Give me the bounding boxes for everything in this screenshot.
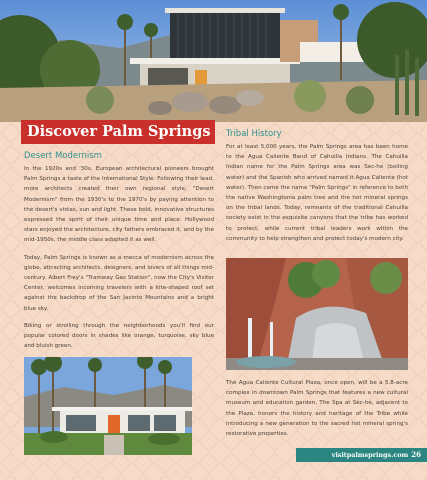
- photo-house-orange-door: [24, 357, 192, 455]
- paragraph: In the 1920s and '30s, European architectural pioneers brought Palm Springs a taste of the International Style. Following their lead, more architects created their own regional style, "Desert Modernism" from the 1930's to the 1970's by paying attention to the desert's vistas, sun and light. These bold, innovative structures expressed the spirit of their unique time and place. Hollywood stars enjoyed the architecture, city fathers embraced it, and by the mid-1950s, the middle class adopted it as well.: [24, 166, 214, 244]
- right-column-lower: [226, 378, 408, 446]
- footer-bar: [296, 448, 427, 462]
- right-column: [226, 128, 408, 251]
- heading-tribal-history: Tribal History: [226, 129, 282, 139]
- hero-photo-modernist-house: [0, 0, 427, 122]
- left-column: [24, 150, 214, 358]
- paragraph: Biking or strolling through the neighborhoods you'll find our popular colored doors in shades like orange, turquoise, sky blue and bluish green.: [24, 322, 214, 350]
- footer-url[interactable]: visitpalmsprings.com: [331, 451, 409, 459]
- photo-canyon-waterfall: [226, 258, 408, 370]
- paragraph: The Agua Caliente Cultural Plaza, once open, will be a 5.8-acre complex in downtown Palm Springs that features a new cultural museum and education garden. The Spa at Séc-he, adjacent to the Plaza, honors the history and heritage of the Tribe while introducing a new generation to the sacred hot mineral spring's restorative properties.: [226, 380, 408, 438]
- page-number: 26: [411, 450, 421, 459]
- heading-desert-modernism: Desert Modernism: [24, 151, 102, 161]
- section-banner: Discover Palm Springs: [21, 120, 215, 144]
- paragraph: For at least 5,000 years, the Palm Springs area has been home to the Agua Caliente Band of Cahuilla Indians. The Cahuilla Indian name for the Palm Springs area was Sec-he (boiling water) and the Spanish who arrived named it Agua Caliente (hot water). Then came the name "Palm Springs" in reference to both the native Washingtonia palm tree and the hot mineral springs on the tribal lands. Today, remnants of the traditional Cahuilla society exist in the exquisite canyons that the tribe has worked to protect, while current tribal leaders work within the community to help strengthen and protect today's modern city.: [226, 144, 408, 242]
- paragraph: Today, Palm Springs is known as a mecca of modernism across the globe, attracting architects, designers, and lovers of all things mid- century. Albert Frey's "Tramway Gas Station", now the City's Visitor Center, welcomes incoming travelers with a kite-shaped roof set against the backdrop of the San Jacinto Mountains and a bright blue sky.: [24, 254, 214, 312]
